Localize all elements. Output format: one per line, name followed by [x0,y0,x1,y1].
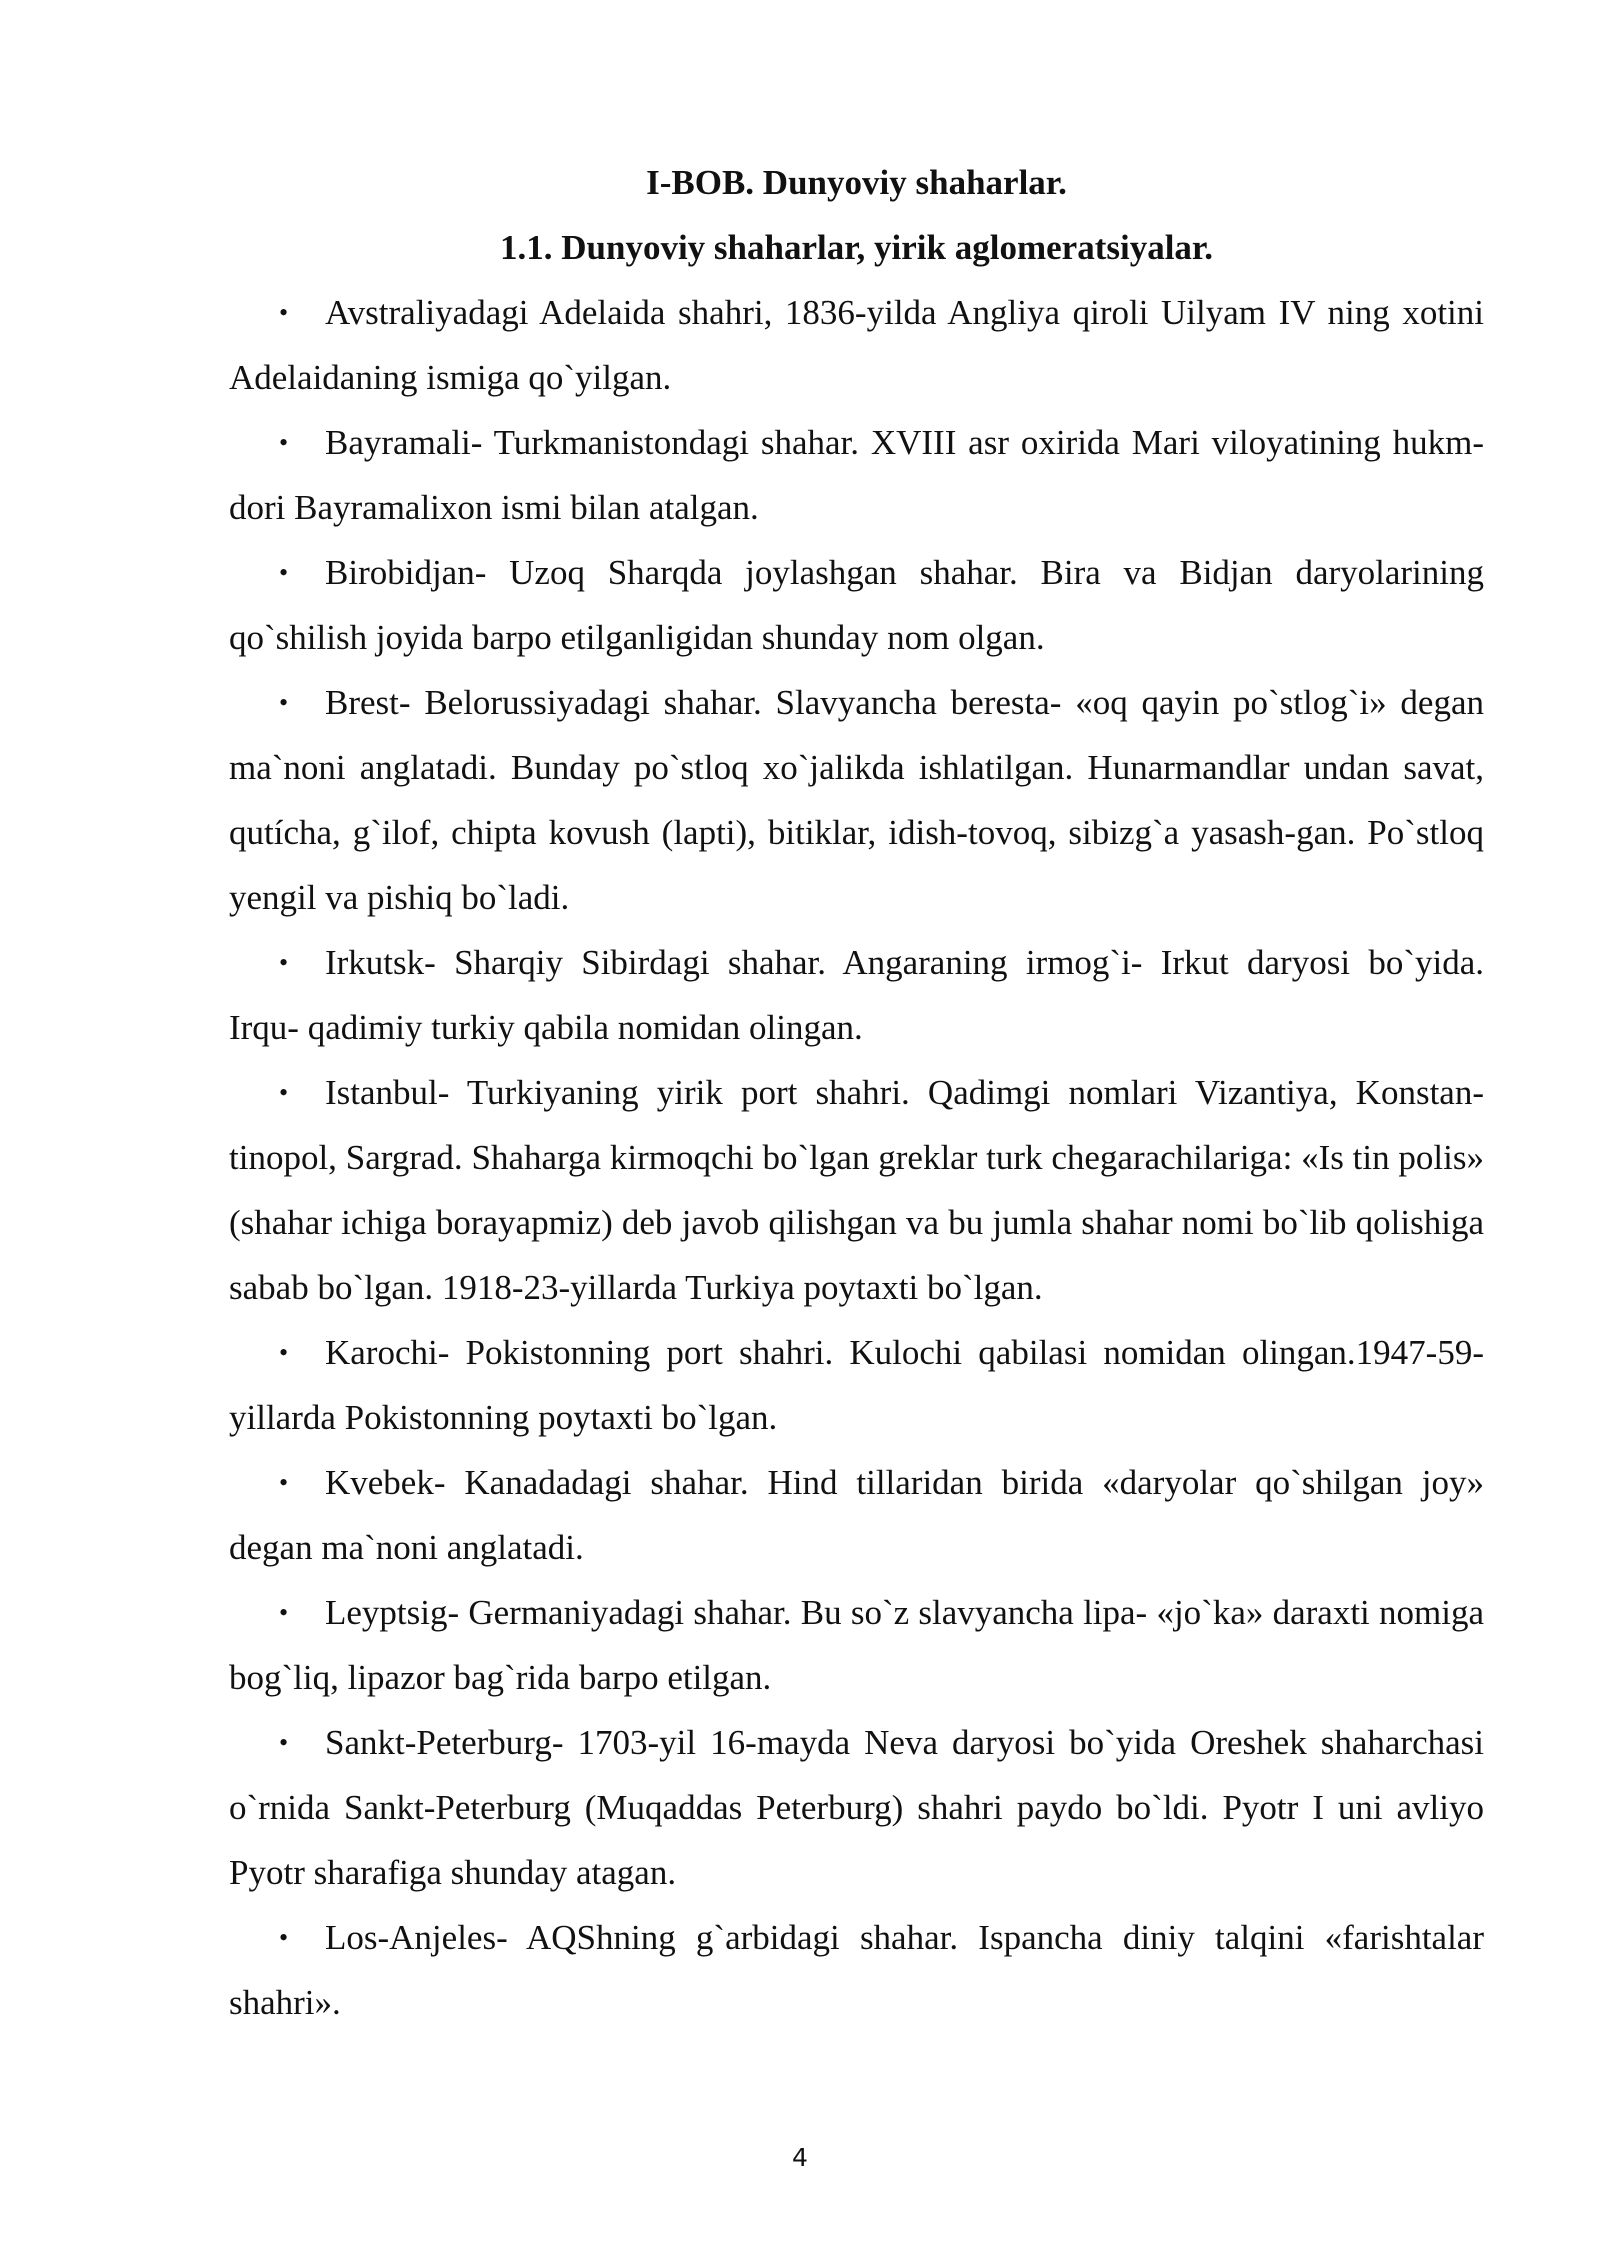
bullet-icon: • [279,1923,289,1952]
list-item [229,1905,1484,2035]
list-item-text: Karochi- Pokistonning port shahri. Kulochi qabilasi nomidan olingan.1947-59-yillarda Pokistonning poytaxti bo`lgan. [229,1333,1484,1437]
list-item-text: Sankt-Peterburg- 1703-yil 16-mayda Neva daryosi bo`yida Oreshek shaharchasi o`rnida Sankt-Peterburg (Muqaddas Peterburg) shahri paydo bo`ldi. Pyotr I uni avliyo Pyotr sharafiga shunday atagan. [229,1723,1484,1892]
bullet-icon: • [279,428,289,457]
list-item-text: Kvebek- Kanadadagi shahar. Hind tillaridan birida «daryolar qo`shilgan joy» degan ma`noni anglatadi. [229,1463,1484,1567]
list-item [229,280,1484,410]
city-list [229,280,1484,2035]
bullet-icon: • [279,1468,289,1497]
list-item-text: Birobidjan- Uzoq Sharqda joylashgan shahar. Bira va Bidjan daryolarining qo`shilish joyida barpo etilganligidan shunday nom olgan. [229,553,1484,657]
bullet-icon: • [279,1078,289,1107]
list-item [229,1060,1484,1320]
bullet-icon: • [279,1338,289,1367]
bullet-icon: • [279,298,289,327]
list-item-text: Los-Anjeles- AQShning g`arbidagi shahar. Ispancha diniy talqini «farishtalar shahri». [229,1918,1484,2022]
list-item-text: Bayramali- Turkmanistondagi shahar. XVIII asr oxirida Mari viloyatining hukm-dori Bayramalixon ismi bilan atalgan. [229,423,1484,527]
list-item-text: Brest- Belorussiyadagi shahar. Slavyancha beresta- «oq qayin po`stlog`i» degan ma`noni anglatadi. Bunday po`stloq xo`jalikda ishlatilgan. Hunarmandlar undan savat, qutícha, g`ilof, chipta kovush (lapti), bitiklar, idish-tovoq, sibizg`a yasash-gan. Po`stloq yengil va pishiq bo`ladi. [229,683,1484,917]
list-item [229,930,1484,1060]
list-item-text: Leyptsig- Germaniyadagi shahar. Bu so`z slavyancha lipa- «jo`ka» daraxti nomiga bog`liq, lipazor bag`rida barpo etilgan. [229,1593,1484,1697]
section-title: 1.1. Dunyoviy shaharlar, yirik aglomeratsiyalar. [499,228,1213,267]
chapter-title: I-BOB. Dunyoviy shaharlar. [646,163,1067,202]
page-number: 4 [792,2143,808,2172]
list-item [229,410,1484,540]
list-item [229,540,1484,670]
list-item [229,1580,1484,1710]
list-item-text: Istanbul- Turkiyaning yirik port shahri. Qadimgi nomlari Vizantiya, Konstan-tinopol, Sargrad. Shaharga kirmoqchi bo`lgan greklar turk chegarachilariga: «Is tin polis» (shahar ichiga borayapmiz) deb javob qilishgan va bu jumla shahar nomi bo`lib qolishiga sabab bo`lgan. 1918-23-yillarda Turkiya poytaxti bo`lgan. [229,1073,1484,1307]
bullet-icon: • [279,558,289,587]
bullet-icon: • [279,1598,289,1627]
list-item-text: Avstraliyadagi Adelaida shahri, 1836-yilda Angliya qiroli Uilyam IV ning xotini Adelaidaning ismiga qo`yilgan. [229,293,1484,397]
page-content [229,150,1484,2035]
list-item [229,670,1484,930]
bullet-icon: • [279,1728,289,1757]
list-item-text: Irkutsk- Sharqiy Sibirdagi shahar. Angaraning irmog`i- Irkut daryosi bo`yida. Irqu- qadimiy turkiy qabila nomidan olingan. [229,943,1484,1047]
list-item [229,1320,1484,1450]
list-item [229,1450,1484,1580]
list-item [229,1710,1484,1905]
bullet-icon: • [279,688,289,717]
bullet-icon: • [279,948,289,977]
